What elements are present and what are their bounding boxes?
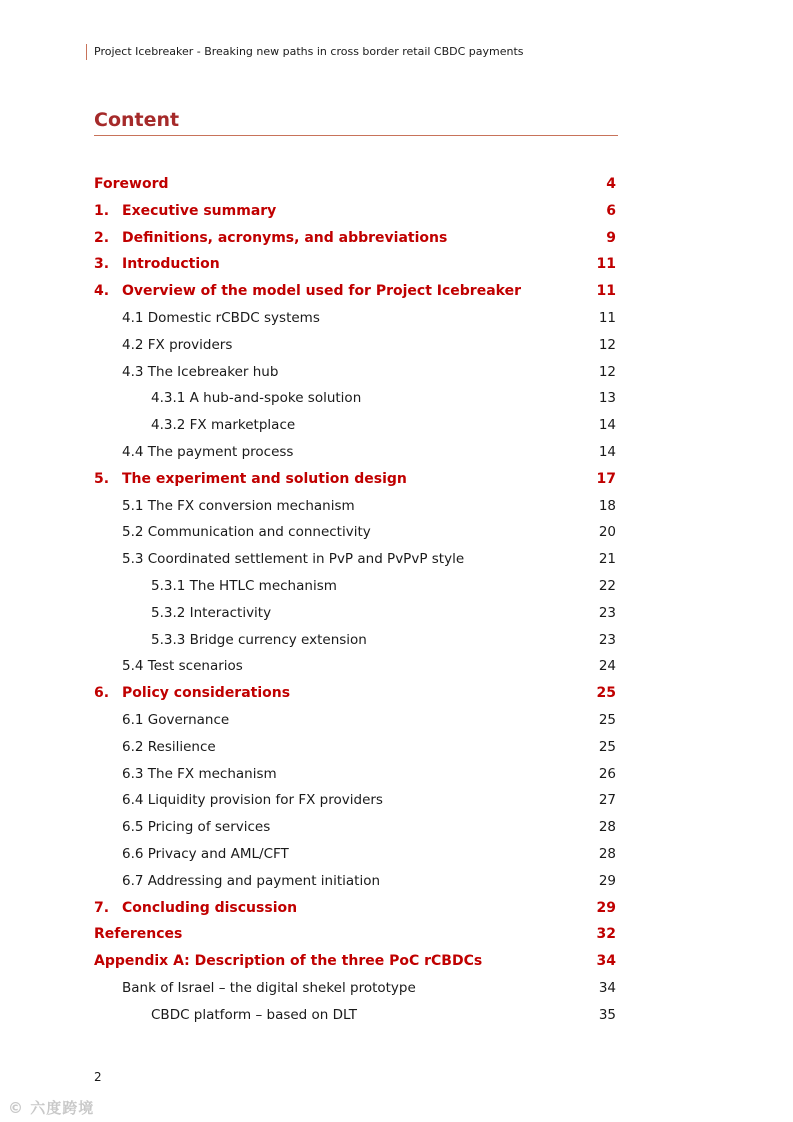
toc-entry[interactable] — [94, 385, 616, 412]
toc-entry[interactable] — [94, 305, 616, 332]
toc-entry-label: 5.2 Communication and connectivity — [122, 524, 371, 541]
toc-entry-label: 5.1 The FX conversion mechanism — [122, 497, 355, 514]
toc-entry[interactable] — [94, 171, 616, 198]
toc-entry-page: 12 — [598, 363, 616, 380]
toc-entry-page: 35 — [598, 1006, 616, 1023]
toc-entry-label: 6.4 Liquidity provision for FX providers — [122, 792, 383, 809]
toc-entry-page: 34 — [598, 979, 616, 996]
toc-entry-label: Concluding discussion — [122, 899, 298, 916]
toc-entry[interactable] — [94, 787, 616, 814]
toc-entry-page: 34 — [596, 953, 616, 970]
toc-entry-label: Policy considerations — [122, 685, 291, 702]
toc-entry-page: 22 — [598, 577, 616, 594]
toc-entry[interactable] — [94, 948, 616, 975]
toc-entry[interactable] — [94, 225, 616, 252]
running-header-text: Project Icebreaker - Breaking new paths in cross border retail CBDC payments — [94, 45, 524, 58]
toc-entry-page: 28 — [598, 845, 616, 862]
toc-entry-label: 6.7 Addressing and payment initiation — [122, 872, 381, 889]
toc-entry-label: Introduction — [122, 256, 220, 273]
toc-entry-page: 20 — [598, 524, 616, 541]
toc-entry[interactable] — [94, 921, 616, 948]
toc-entry-page: 23 — [598, 631, 616, 648]
toc-entry[interactable] — [94, 439, 616, 466]
toc-entry-label: 6.6 Privacy and AML/CFT — [122, 845, 289, 862]
toc-entry-label: 5.3.2 Interactivity — [151, 604, 272, 621]
toc-entry-page: 26 — [598, 765, 616, 782]
toc-entry-page: 29 — [598, 872, 616, 889]
toc-entry-label: 5.4 Test scenarios — [122, 658, 243, 675]
toc-entry-label: 4.2 FX providers — [122, 336, 233, 353]
toc-entry-label: References — [94, 926, 183, 943]
toc-entry-page: 17 — [596, 470, 616, 487]
toc-entry-page: 28 — [598, 819, 616, 836]
toc-entry-page: 27 — [598, 792, 616, 809]
toc-entry-number: 7. — [94, 899, 110, 916]
toc-entry[interactable] — [94, 868, 616, 895]
toc-entry-label: Appendix A: Description of the three PoC rCBDCs — [94, 953, 483, 970]
toc-entry-label: 4.4 The payment process — [122, 443, 294, 460]
toc-entry[interactable] — [94, 975, 616, 1002]
toc-entry[interactable] — [94, 412, 616, 439]
page-number: 2 — [94, 1070, 102, 1084]
toc-entry[interactable] — [94, 600, 616, 627]
toc-entry-page: 13 — [598, 390, 616, 407]
toc-entry-number: 6. — [94, 685, 110, 702]
toc-entry[interactable] — [94, 198, 616, 225]
toc-entry-label: Overview of the model used for Project Icebreaker — [122, 283, 521, 300]
toc-entry-page: 11 — [596, 283, 616, 300]
toc-entry[interactable] — [94, 680, 616, 707]
running-header — [86, 44, 524, 60]
toc-entry[interactable] — [94, 278, 616, 305]
toc-entry-page: 11 — [598, 309, 616, 326]
toc-entry-label: 6.2 Resilience — [122, 738, 216, 755]
toc-entry-page: 9 — [606, 229, 616, 246]
toc-entry[interactable] — [94, 734, 616, 761]
toc-entry-label: 4.3.2 FX marketplace — [151, 417, 296, 434]
toc-entry-page: 6 — [606, 202, 616, 219]
toc-entry-page: 14 — [598, 443, 616, 460]
toc-entry-label: 6.1 Governance — [122, 711, 230, 728]
toc-entry-number: 4. — [94, 283, 110, 300]
toc-entry[interactable] — [94, 814, 616, 841]
toc-entry-label: Foreword — [94, 176, 169, 192]
toc-entry[interactable] — [94, 359, 616, 386]
toc-entry-label: 6.5 Pricing of services — [122, 819, 271, 836]
toc-entry-label: Executive summary — [122, 202, 277, 219]
toc-entry-page: 18 — [598, 497, 616, 514]
toc-entry-label: 5.3.1 The HTLC mechanism — [151, 577, 337, 594]
watermark: © 六度跨境 — [8, 1099, 95, 1117]
toc-entry-number: 2. — [94, 229, 110, 246]
toc-entry-label: Definitions, acronyms, and abbreviations — [122, 229, 448, 246]
toc-entry[interactable] — [94, 707, 616, 734]
toc-entry[interactable] — [94, 1002, 616, 1029]
toc-entry-page: 32 — [596, 926, 616, 943]
toc-entry[interactable] — [94, 546, 616, 573]
toc-entry-label: The experiment and solution design — [122, 470, 407, 487]
toc-entry-page: 24 — [598, 658, 616, 675]
toc-entry-number: 3. — [94, 256, 110, 273]
toc-entry[interactable] — [94, 466, 616, 493]
toc-entry[interactable] — [94, 841, 616, 868]
toc-entry-number: 1. — [94, 202, 110, 219]
toc-entry-label: 5.3.3 Bridge currency extension — [151, 631, 367, 648]
toc-entry-page: 11 — [596, 256, 616, 273]
toc-entry-label: 4.3 The Icebreaker hub — [122, 363, 279, 380]
toc-entry-label: 6.3 The FX mechanism — [122, 765, 277, 782]
toc-entry[interactable] — [94, 519, 616, 546]
toc-entry-page: 12 — [598, 336, 616, 353]
table-of-contents — [94, 171, 616, 1029]
toc-entry-page: 29 — [596, 899, 616, 916]
toc-entry-page: 21 — [598, 551, 616, 568]
toc-entry-label: 4.3.1 A hub-and-spoke solution — [151, 390, 362, 407]
toc-entry[interactable] — [94, 761, 616, 788]
toc-entry-label: Bank of Israel – the digital shekel prototype — [122, 979, 416, 996]
toc-entry[interactable] — [94, 573, 616, 600]
page-title: Content — [94, 108, 618, 136]
toc-entry-page: 23 — [598, 604, 616, 621]
toc-entry[interactable] — [94, 653, 616, 680]
toc-entry-number: 5. — [94, 470, 110, 487]
toc-entry[interactable] — [94, 332, 616, 359]
toc-entry-page: 4 — [606, 176, 616, 192]
toc-entry-page: 25 — [598, 711, 616, 728]
toc-entry-label: CBDC platform – based on DLT — [151, 1006, 357, 1023]
toc-entry[interactable] — [94, 251, 616, 278]
toc-entry-label: 4.1 Domestic rCBDC systems — [122, 309, 320, 326]
toc-entry-page: 25 — [596, 685, 616, 702]
toc-entry-page: 14 — [598, 417, 616, 434]
toc-entry[interactable] — [94, 627, 616, 654]
toc-entry-label: 5.3 Coordinated settlement in PvP and PvPvP style — [122, 551, 465, 568]
toc-entry-page: 25 — [598, 738, 616, 755]
toc-entry[interactable] — [94, 895, 616, 922]
toc-entry[interactable] — [94, 493, 616, 520]
